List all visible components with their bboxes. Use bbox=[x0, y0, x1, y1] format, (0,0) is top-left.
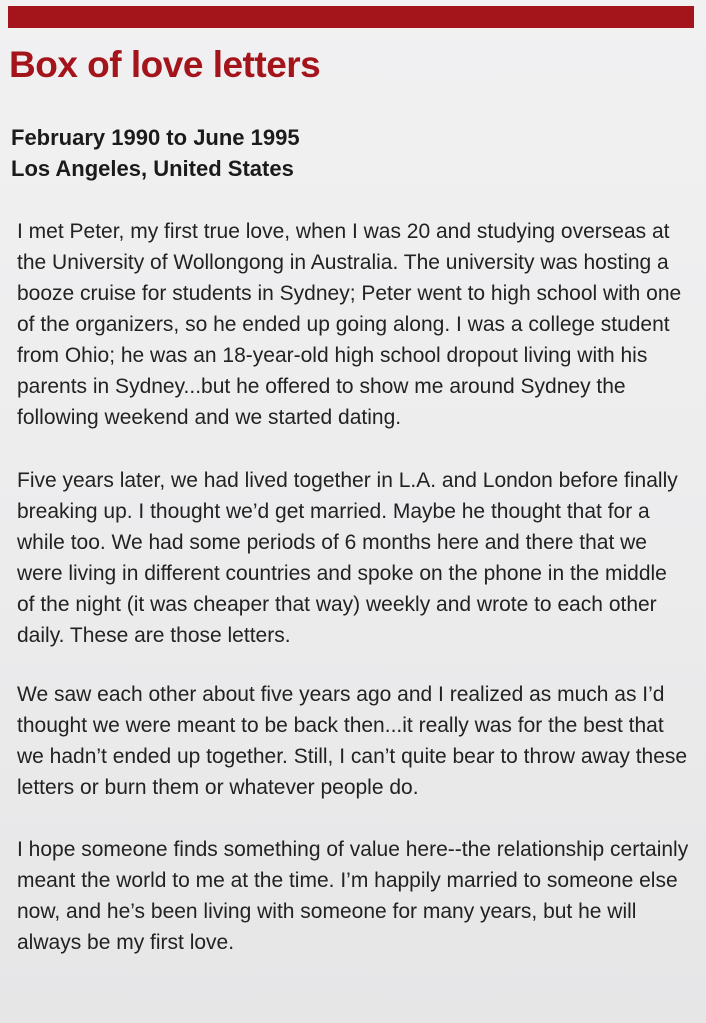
story-body bbox=[17, 216, 689, 990]
story-paragraph-2: Five years later, we had lived together in L.A. and London before finally breaking up. I thought we’d get married. Maybe he thought that for a while too. We had some periods of 6 months here and there that we were living in different countries and spoke on the phone in the middle of the night (it was cheaper that way) weekly and wrote to each other daily. These are those letters. bbox=[17, 469, 678, 647]
story-paragraph-1: I met Peter, my first true love, when I was 20 and studying overseas at the University of Wollongong in Australia. The university was hosting a booze cruise for students in Sydney; Peter went to high school with one of the organizers, so he ended up going along. I was a college student from Ohio; he was an 18-year-old high school dropout living with his parents in Sydney...but he offered to show me around Sydney the following weekend and we started dating. bbox=[17, 220, 682, 429]
location: Los Angeles, United States bbox=[11, 156, 294, 181]
story-paragraph-4: I hope someone finds something of value here--the relationship certainly meant the world to me at the time. I’m happily married to someone else now, and he’s been living with someone for many years, but he will always be my first love. bbox=[17, 838, 689, 954]
exhibit-meta bbox=[11, 122, 300, 184]
page-title: Box of love letters bbox=[9, 44, 321, 85]
accent-bar bbox=[8, 6, 694, 28]
story-paragraph-3: We saw each other about five years ago and I realized as much as I’d thought we were meant to be back then...it really was for the best that we hadn’t ended up together. Still, I can’t quite bear to throw away these letters or burn them or whatever people do. bbox=[17, 683, 688, 799]
date-range: February 1990 to June 1995 bbox=[11, 125, 300, 150]
